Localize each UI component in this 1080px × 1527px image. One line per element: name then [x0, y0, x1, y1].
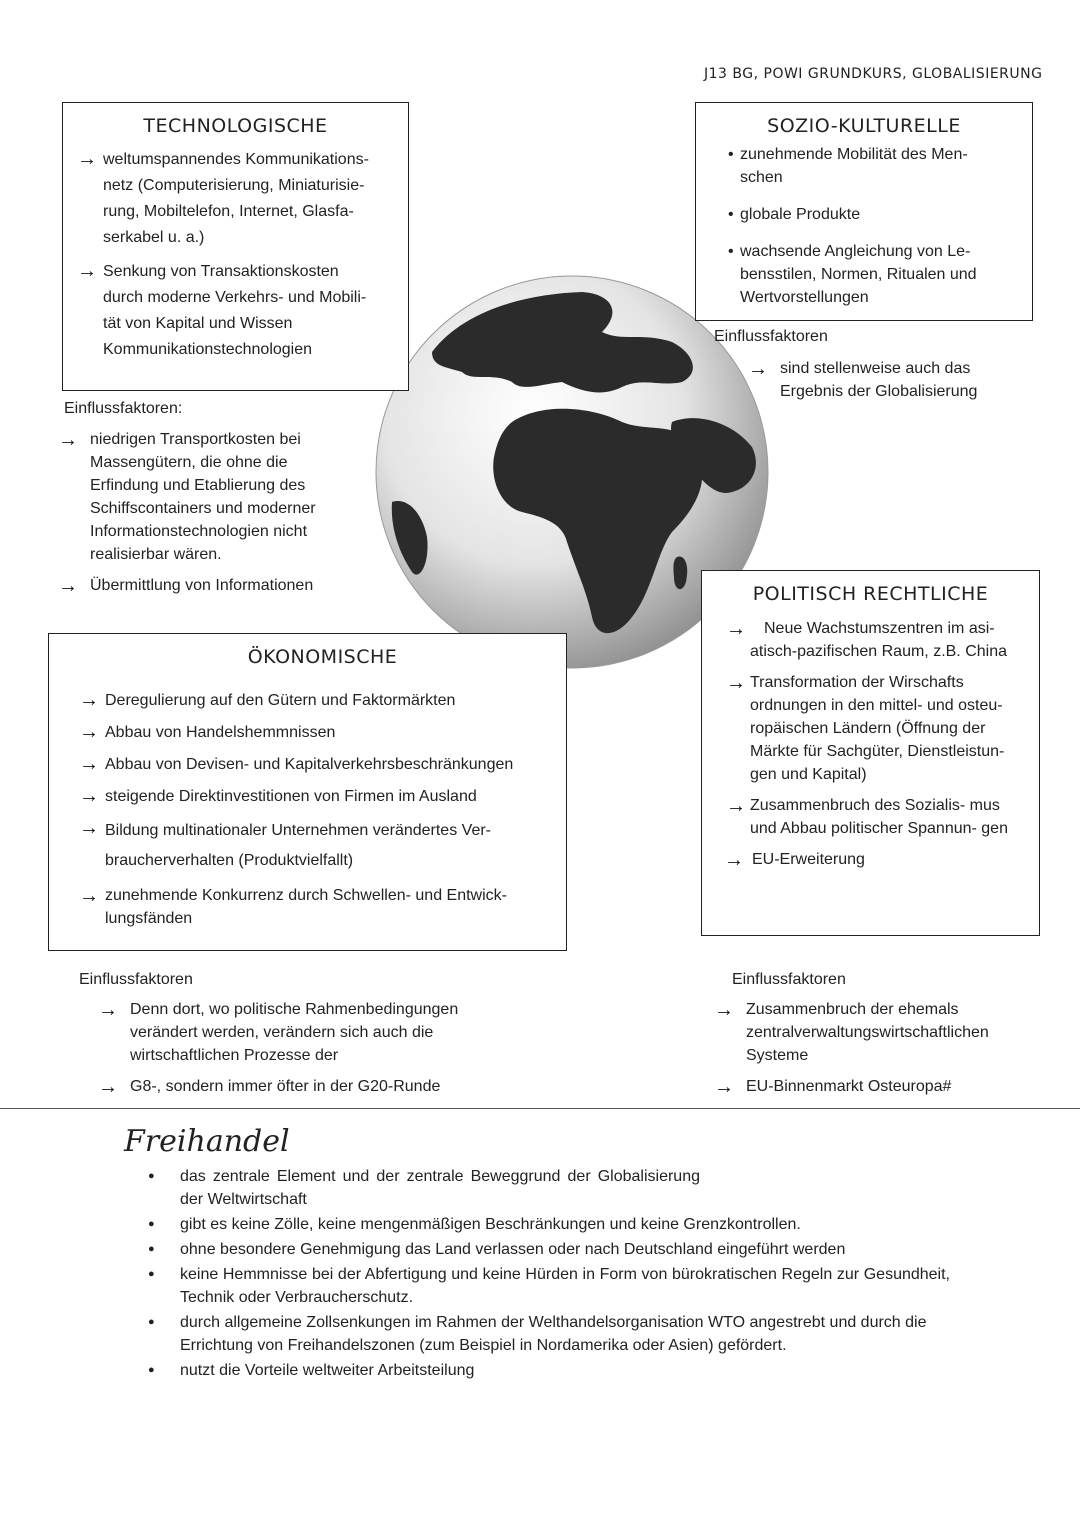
- list-item: → zunehmende Konkurrenz durch Schwellen- und Entwick- lungsfänden: [79, 885, 507, 927]
- arrow-icon: →: [724, 849, 744, 871]
- sozio-box: [695, 102, 1033, 321]
- list-item: → Abbau von Handelshemmnissen: [79, 721, 336, 743]
- list-item: → Abbau von Devisen- und Kapitalverkehrsbeschränkungen: [79, 753, 514, 775]
- sozio-einfluss-label: Einflussfaktoren: [714, 328, 828, 345]
- arrow-icon: →: [79, 753, 99, 775]
- bullet-icon: •: [728, 146, 734, 163]
- sozio-einfluss: → sind stellenweise auch das Ergebnis der Globalisierung: [748, 358, 978, 400]
- politisch-einfluss-label: Einflussfaktoren: [732, 971, 846, 988]
- arrow-icon: →: [79, 817, 99, 839]
- list-item: → Deregulierung auf den Gütern und Faktormärkten: [79, 689, 456, 711]
- arrow-icon: →: [726, 672, 746, 694]
- list-item: → niedrigen Transportkosten bei Massengütern, die ohne die Erfindung und Etablierung des Schiffscontainers und moderner Informationstechnologien nicht realisierbar wären.: [58, 429, 316, 563]
- arrow-icon: →: [79, 689, 99, 711]
- list-item: • wachsende Angleichung von Le- bensstilen, Normen, Ritualen und Wertvorstellungen: [728, 240, 1016, 309]
- list-item: → Transformation der Wirschafts ordnungen in den mittel- und osteu- ropäischen Ländern (Öffnung der Märkte für Sachgüter, Dienstleistun- gen und Kapital): [726, 672, 1005, 783]
- arrow-icon: →: [77, 260, 97, 282]
- arrow-icon: →: [79, 785, 99, 807]
- arrow-icon: →: [714, 999, 734, 1021]
- list-item: → EU-Erweiterung: [724, 849, 865, 871]
- arrow-icon: →: [79, 721, 99, 743]
- arrow-icon: →: [748, 358, 768, 380]
- oekonomische-einfluss: [98, 998, 498, 1099]
- list-item: → steigende Direktinvestitionen von Firmen im Ausland: [79, 785, 477, 807]
- freihandel-list: [140, 1165, 950, 1384]
- technologische-einfluss-label: Einflussfaktoren:: [64, 400, 183, 417]
- technologische-title: TECHNOLOGISCHE: [143, 115, 328, 137]
- bullet-icon: •: [728, 206, 734, 223]
- list-item: ● nutzt die Vorteile weltweiter Arbeitsteilung: [140, 1359, 950, 1382]
- list-item: ● das zentrale Element und der zentrale Beweggrund der Globalisierung der Weltwirtschaft: [140, 1165, 700, 1211]
- arrow-icon: →: [77, 148, 97, 170]
- arrow-icon: →: [79, 885, 99, 907]
- list-item: → G8-, sondern immer öfter in der G20-Runde: [98, 1076, 441, 1098]
- arrow-icon: →: [714, 1076, 734, 1098]
- arrow-icon: →: [98, 1076, 118, 1098]
- oekonomische-einfluss-label: Einflussfaktoren: [79, 971, 193, 988]
- freihandel-title: Freihandel: [124, 1124, 290, 1159]
- politisch-title: POLITISCH RECHTLICHE: [752, 583, 989, 605]
- section-divider: [0, 1108, 1080, 1109]
- course-header: J13 BG, POWI GRUNDKURS, GLOBALISIERUNG: [704, 66, 1043, 82]
- list-item: → Neue Wachstumszentren im asi- atisch-pazifischen Raum, z.B. China: [726, 618, 1007, 660]
- arrow-icon: →: [726, 618, 746, 640]
- list-item: • zunehmende Mobilität des Men- schen: [728, 143, 1016, 189]
- list-item: ● ohne besondere Genehmigung das Land verlassen oder nach Deutschland eingeführt werden: [140, 1238, 950, 1261]
- sozio-title: SOZIO-KULTURELLE: [767, 115, 961, 137]
- list-item: ● gibt es keine Zölle, keine mengenmäßigen Beschränkungen und keine Grenzkontrollen.: [140, 1213, 950, 1236]
- politisch-box: [701, 570, 1040, 936]
- technologische-box: [62, 102, 409, 391]
- list-item: → Bildung multinationaler Unternehmen verändertes Ver- braucherverhalten (Produktvielfallt): [79, 817, 491, 869]
- list-item: ● keine Hemmnisse bei der Abfertigung und keine Hürden in Form von bürokratischen Regeln zur Gesundheit, Technik oder Verbraucherschutz.: [140, 1263, 950, 1309]
- list-item: → EU-Binnenmarkt Osteuropa#: [714, 1076, 952, 1098]
- politisch-einfluss: [714, 998, 1044, 1099]
- list-item: → Senkung von Transaktionskosten durch moderne Verkehrs- und Mobili- tät von Kapital und Wissen Kommunikationstechnologien: [77, 260, 367, 358]
- oekonomische-box: [48, 633, 567, 951]
- arrow-icon: →: [726, 795, 746, 817]
- bullet-icon: •: [728, 243, 734, 260]
- oekonomische-title: ÖKONOMISCHE: [247, 646, 398, 668]
- technologische-einfluss: [58, 428, 358, 598]
- list-item: ● durch allgemeine Zollsenkungen im Rahmen der Welthandelsorganisation WTO angestrebt und durch die Errichtung von Freihandelszonen (zum Beispiel in Nordamerika oder Asien) gefördert.: [140, 1311, 950, 1357]
- list-item: → Denn dort, wo politische Rahmenbedingungen verändert werden, verändern sich auch die wirtschaftlichen Prozesse der: [98, 999, 459, 1064]
- arrow-icon: →: [58, 575, 78, 597]
- list-item: → weltumspannendes Kommunikations- netz (Computerisierung, Miniaturisie- rung, Mobiltelefon, Internet, Glasfa- serkabel u. a.): [77, 148, 369, 246]
- list-item: → Zusammenbruch des Sozialis- mus und Abbau politischer Spannun- gen: [726, 795, 1008, 837]
- list-item: • globale Produkte: [728, 203, 1016, 226]
- arrow-icon: →: [58, 429, 78, 451]
- list-item: → Zusammenbruch der ehemals zentralverwaltungswirtschaftlichen Systeme: [714, 999, 989, 1064]
- arrow-icon: →: [98, 999, 118, 1021]
- list-item: → Übermittlung von Informationen: [58, 575, 314, 597]
